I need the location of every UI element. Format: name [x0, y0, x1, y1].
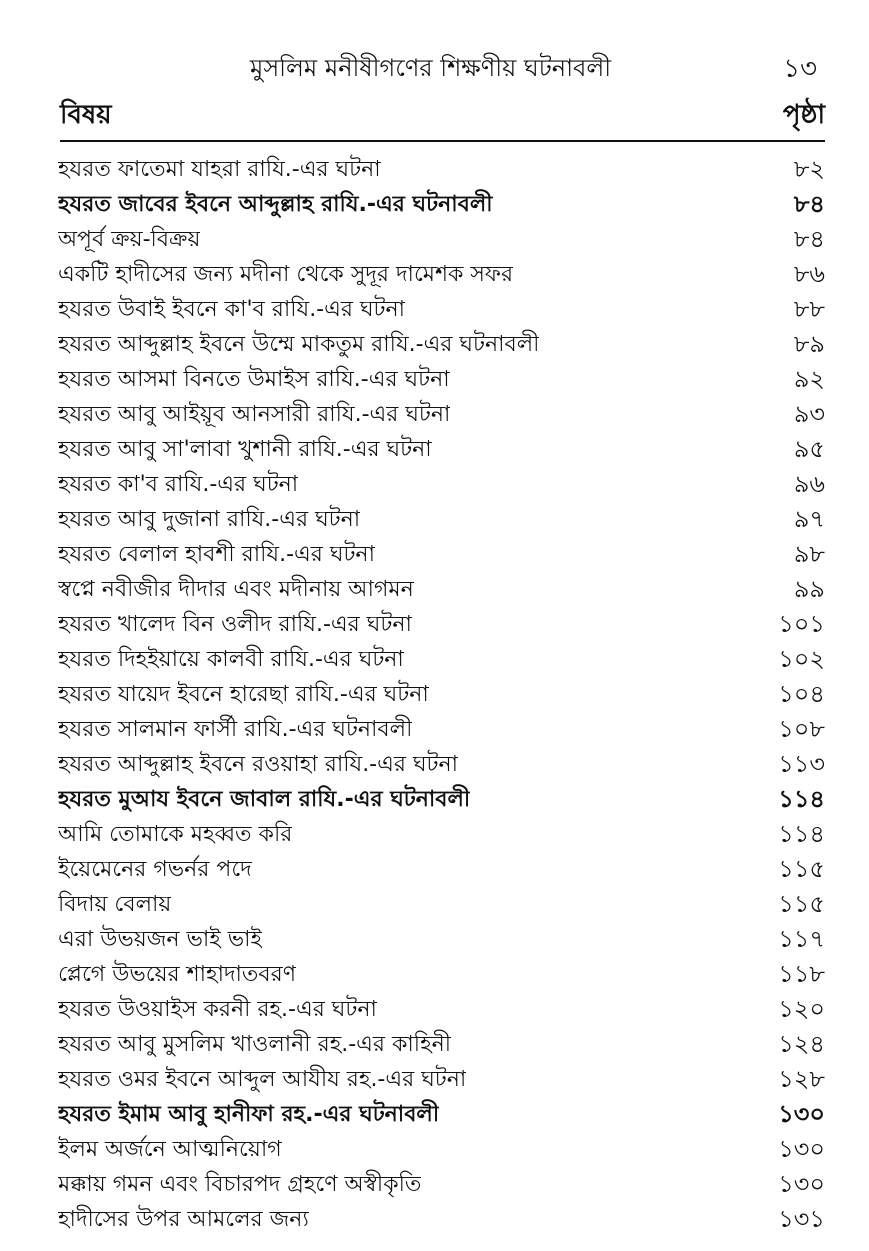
toc-entry-page: ১১৪	[778, 784, 825, 813]
toc-entry-page: ১১৮	[778, 959, 825, 988]
toc-entry-title: স্বপ্নে নবীজীর দীদার এবং মদীনায় আগমন	[58, 577, 414, 602]
toc-entry	[58, 993, 825, 1028]
toc-entry-title: হযরত ওমর ইবনে আব্দুল আযীয রহ.-এর ঘটনা	[58, 1067, 467, 1092]
toc-entry-title: হযরত দিহইয়ায়ে কালবী রাযি.-এর ঘটনা	[58, 647, 404, 672]
toc-entry	[58, 328, 825, 363]
toc-entry-page: ১০২	[778, 644, 825, 673]
toc-entry-page: ১১৫	[778, 889, 825, 918]
toc-entry	[58, 853, 825, 888]
toc-entry	[58, 363, 825, 398]
page-heading: পৃষ্ঠা	[782, 100, 825, 130]
toc-entry-title: হযরত আসমা বিনতে উমাইস রাযি.-এর ঘটনা	[58, 367, 450, 392]
toc-entry	[58, 1133, 825, 1168]
toc-entry	[58, 713, 825, 748]
toc-entry-title: হযরত খালেদ বিন ওলীদ রাযি.-এর ঘটনা	[58, 612, 412, 637]
toc-entry-title: হযরত আব্দুল্লাহ ইবনে উম্মে মাকতুম রাযি.-এর ঘটনাবলী	[58, 332, 540, 357]
toc-entry-title: বিদায় বেলায়	[58, 892, 172, 917]
toc-entry	[58, 153, 825, 188]
toc-entry-page: ১০৪	[778, 679, 825, 708]
toc-entry-page: ১২৮	[778, 1064, 825, 1093]
running-title: মুসলিম মনীষীগণের শিক্ষণীয় ঘটনাবলী	[250, 54, 612, 82]
toc-entry-title: অপূর্ব ক্রয়-বিক্রয়	[58, 227, 201, 252]
toc-entry	[58, 958, 825, 993]
toc-entry-title: হযরত যায়েদ ইবনে হারেছা রাযি.-এর ঘটনা	[58, 682, 429, 707]
toc-entry-title: হযরত উবাই ইবনে কা'ব রাযি.-এর ঘটনা	[58, 297, 406, 322]
toc-entry-page: ৮৬	[793, 259, 825, 288]
toc-entry-title: একটি হাদীসের জন্য মদীনা থেকে সুদূর দামেশক সফর	[58, 262, 514, 287]
toc-entry	[58, 1063, 825, 1098]
toc-entry-title: হযরত ইমাম আবু হানীফা রহ.-এর ঘটনাবলী	[58, 1102, 440, 1127]
toc-entry-title: এরা উভয়জন ভাই ভাই	[58, 927, 262, 952]
toc-entry	[58, 468, 825, 503]
toc-entry-title: মক্কায় গমন এবং বিচারপদ গ্রহণে অস্বীকৃতি	[58, 1172, 422, 1197]
toc-entry-title: হযরত জাবের ইবনে আব্দুল্লাহ রাযি.-এর ঘটনাবলী	[58, 192, 493, 217]
toc-entry-page: ৯৫	[793, 434, 825, 463]
toc-entry-page: ৯৯	[793, 574, 825, 603]
toc-entry	[58, 888, 825, 923]
toc-entry-page: ৮৪	[793, 189, 825, 218]
toc-entry-page: ৯৮	[793, 539, 825, 568]
running-head	[250, 50, 817, 90]
toc-entry-title: হযরত আবু দুজানা রাযি.-এর ঘটনা	[58, 507, 361, 532]
toc-entry-title: হযরত সালমান ফার্সী রাযি.-এর ঘটনাবলী	[58, 717, 413, 742]
toc-entry-page: ১৩১	[778, 1204, 825, 1233]
toc-entry	[58, 1203, 825, 1238]
toc-entry	[58, 293, 825, 328]
toc-entry-page: ১০১	[778, 609, 825, 638]
toc-entry-title: আমি তোমাকে মহব্বত করি	[58, 822, 293, 847]
toc-entry-title: হযরত বেলাল হাবশী রাযি.-এর ঘটনা	[58, 542, 375, 567]
toc-entry-title: প্লেগে উভয়ের শাহাদাতবরণ	[58, 962, 297, 987]
toc-entry-page: ৯২	[793, 364, 825, 393]
subject-heading: বিষয়	[60, 100, 112, 130]
toc-entry-page: ১১৪	[778, 819, 825, 848]
toc-entry-page: ৮৯	[793, 329, 825, 358]
toc-entry-title: হাদীসের উপর আমলের জন্য	[58, 1207, 309, 1232]
header-divider	[60, 140, 825, 142]
toc-entry	[58, 188, 825, 223]
toc-entry-title: হযরত আবু মুসলিম খাওলানী রহ.-এর কাহিনী	[58, 1032, 452, 1057]
toc-entry	[58, 398, 825, 433]
toc-entry-title: হযরত কা'ব রাযি.-এর ঘটনা	[58, 472, 299, 497]
toc-entry	[58, 433, 825, 468]
toc-entry-page: ১৩০	[778, 1099, 825, 1128]
toc-entry-page: ১১৫	[778, 854, 825, 883]
toc-entry-page: ১২০	[778, 994, 825, 1023]
toc-entry	[58, 1028, 825, 1063]
toc-column-header	[60, 96, 825, 136]
toc-entry-page: ৮৮	[793, 294, 825, 323]
toc-entry	[58, 573, 825, 608]
toc-entry-page: ৯৬	[793, 469, 825, 498]
toc-entry	[58, 783, 825, 818]
toc-entry-page: ৯৭	[793, 504, 825, 533]
toc-entry-title: হযরত আবু আইয়ূব আনসারী রাযি.-এর ঘটনা	[58, 402, 451, 427]
toc-entry-page: ১৩০	[778, 1134, 825, 1163]
toc-entry	[58, 923, 825, 958]
toc-entry	[58, 503, 825, 538]
toc-entry-page: ১২৪	[778, 1029, 825, 1058]
toc-entry-title: হযরত উওয়াইস করনী রহ.-এর ঘটনা	[58, 997, 377, 1022]
toc-entry	[58, 1168, 825, 1203]
page-number: ১৩	[783, 54, 817, 84]
toc-entry-page: ১১৩	[778, 749, 825, 778]
toc-entry-title: ইলম অর্জনে আত্মনিয়োগ	[58, 1137, 282, 1162]
table-of-contents	[58, 153, 825, 1238]
toc-entry-title: হযরত মুআয ইবনে জাবাল রাযি.-এর ঘটনাবলী	[58, 787, 471, 812]
toc-entry-title: ইয়েমেনের গভর্নর পদে	[58, 857, 252, 882]
toc-entry-page: ৯৩	[793, 399, 825, 428]
toc-entry-title: হযরত আব্দুল্লাহ ইবনে রওয়াহা রাযি.-এর ঘটনা	[58, 752, 459, 777]
toc-entry	[58, 1098, 825, 1133]
toc-entry-page: ১৩০	[778, 1169, 825, 1198]
toc-entry	[58, 643, 825, 678]
toc-entry-title: হযরত আবু সা'লাবা খুশানী রাযি.-এর ঘটনা	[58, 437, 432, 462]
toc-entry-page: ৮২	[793, 154, 825, 183]
toc-entry	[58, 258, 825, 293]
toc-entry	[58, 538, 825, 573]
toc-entry	[58, 678, 825, 713]
toc-entry-page: ১০৮	[778, 714, 825, 743]
toc-entry-page: ৮৪	[793, 224, 825, 253]
toc-entry	[58, 818, 825, 853]
toc-entry	[58, 608, 825, 643]
toc-entry	[58, 748, 825, 783]
toc-entry	[58, 223, 825, 258]
toc-entry-title: হযরত ফাতেমা যাহরা রাযি.-এর ঘটনা	[58, 157, 381, 182]
toc-entry-page: ১১৭	[778, 924, 825, 953]
